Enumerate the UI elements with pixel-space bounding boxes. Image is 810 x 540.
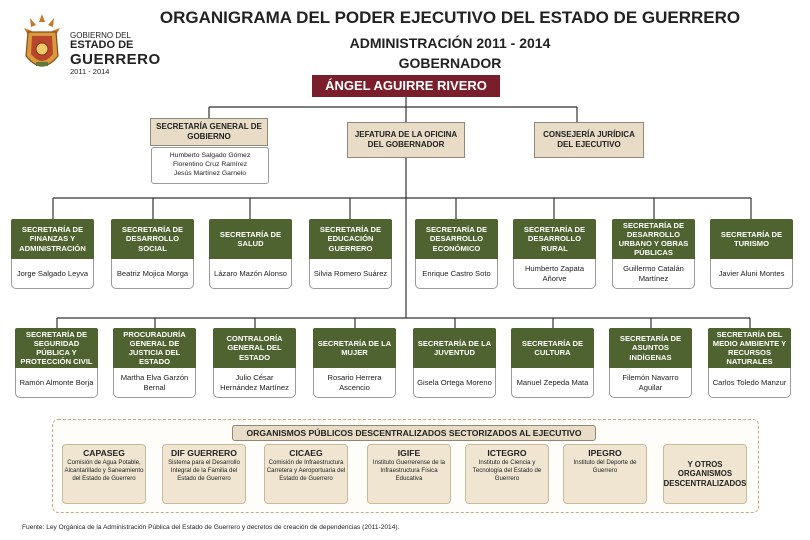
organismo-card <box>465 444 549 504</box>
secretaria-holder: Carlos Toledo Manzur <box>708 368 791 398</box>
secretaria-card <box>415 219 498 289</box>
page-title: ORGANIGRAMA DEL PODER EJECUTIVO DEL ESTADO DE GUERRERO <box>159 8 741 27</box>
organismo-description: Comisión de Infraestructura Carretera y Aeroportuaria del Estado de Guerrero <box>266 459 346 482</box>
secretaria-general-names <box>151 147 269 184</box>
secretaria-holder: Enrique Castro Soto <box>415 259 498 289</box>
secretaria-card <box>15 328 98 398</box>
organismo-card <box>62 444 146 504</box>
secretaria-title: SECRETARÍA DE DESARROLLO ECONÓMICO <box>415 219 498 259</box>
secretaria-holder: Javier Aluni Montes <box>710 259 793 289</box>
secretaria-card <box>511 328 594 398</box>
organismo-description: Comisión de Agua Potable, Alcantarillado y Saneamiento del Estado de Guerrero <box>64 459 144 482</box>
secretaria-title: SECRETARÍA DEL MEDIO AMBIENTE Y RECURSOS NATURALES <box>708 328 791 368</box>
secretaria-card <box>513 219 596 289</box>
secretaria-general-name-1: Humberto Salgado Gómez <box>169 152 251 160</box>
organismo-card <box>264 444 348 504</box>
coat-of-arms-logo <box>20 12 64 78</box>
administration-period: ADMINISTRACIÓN 2011 - 2014 <box>349 35 551 51</box>
secretaria-title: SECRETARÍA DE EDUCACIÓN GUERRERO <box>309 219 392 259</box>
government-logo-text <box>70 32 161 76</box>
secretaria-card <box>413 328 496 398</box>
organismo-description: Instituto del Deporte de Guerrero <box>573 459 637 475</box>
secretaria-holder: Beatriz Mojica Morga <box>111 259 194 289</box>
organismo-name: CAPASEG <box>83 448 125 458</box>
secretaria-title: SECRETARÍA DE LA JUVENTUD <box>413 328 496 368</box>
organismo-name: CICAEG <box>289 448 323 458</box>
organismo-card <box>162 444 246 504</box>
organismo-name: Y OTROS ORGANISMOS DESCENTRALIZADOS <box>663 459 747 488</box>
governor-label: GOBERNADOR <box>398 55 502 71</box>
secretaria-card <box>612 219 695 289</box>
logo-line-3: GUERRERO <box>70 50 161 68</box>
source-footnote: Fuente: Ley Orgánica de la Administración Pública del Estado de Guerrero y decretos de creación de dependencias (2011-2014). <box>22 524 400 531</box>
secretaria-title: SECRETARÍA DE DESARROLLO URBANO Y OBRAS PÚBLICAS <box>612 219 695 259</box>
secretaria-title: SECRETARÍA DE CULTURA <box>511 328 594 368</box>
organismo-name: ICTEGRO <box>487 448 527 458</box>
secretaria-holder: Gisela Ortega Moreno <box>413 368 496 398</box>
secretaria-holder: Lázaro Mazón Alonso <box>209 259 292 289</box>
organismo-card <box>563 444 647 504</box>
organismo-card-others <box>663 444 747 504</box>
organismo-name: IPEGRO <box>588 448 622 458</box>
secretaria-holder: Rosario Herrera Ascencio <box>313 368 396 398</box>
secretaria-holder: Jorge Salgado Leyva <box>11 259 94 289</box>
secretaria-card <box>111 219 194 289</box>
secretaria-general-box: SECRETARÍA GENERAL DE GOBIERNO <box>150 118 268 146</box>
organismo-name: IGIFE <box>397 448 421 458</box>
secretaria-holder: Filemón Navarro Aguilar <box>609 368 692 398</box>
governor-name-box: ÁNGEL AGUIRRE RIVERO <box>312 75 500 97</box>
secretaria-title: SECRETARÍA DE SEGURIDAD PÚBLICA Y PROTECCIÓN CIVIL <box>15 328 98 368</box>
secretaria-general-name-2: Florentino Cruz Ramírez <box>172 161 248 169</box>
secretaria-holder: Ramón Almonte Borja <box>15 368 98 398</box>
secretaria-card <box>11 219 94 289</box>
secretaria-card <box>113 328 196 398</box>
secretaria-title: PROCURADURÍA GENERAL DE JUSTICIA DEL ESTADO <box>113 328 196 368</box>
secretaria-holder: Silvia Romero Suárez <box>309 259 392 289</box>
secretaria-card <box>710 219 793 289</box>
secretaria-card <box>309 219 392 289</box>
secretaria-title: SECRETARÍA DE DESARROLLO SOCIAL <box>111 219 194 259</box>
secretaria-card <box>209 219 292 289</box>
secretaria-title: SECRETARÍA DE TURISMO <box>710 219 793 259</box>
logo-line-2: ESTADO DE <box>70 39 134 52</box>
secretaria-holder: Julio César Hernández Martínez <box>213 368 296 398</box>
organismo-description: Instituto Guerrerense de la Infraestructura Física Educativa <box>372 459 446 482</box>
secretaria-title: SECRETARÍA DE LA MUJER <box>313 328 396 368</box>
logo-line-1: GOBIERNO DEL <box>70 31 131 40</box>
secretaria-general-name-3: Jesús Martínez Garnelo <box>173 169 247 177</box>
secretaria-holder: Guillermo Catalán Martínez <box>612 259 695 289</box>
organismo-description: Sistema para el Desarrollo Integral de la Familia del Estado de Guerrero <box>168 459 240 482</box>
secretaria-holder: Humberto Zapata Añorve <box>513 259 596 289</box>
jefatura-oficina-box: JEFATURA DE LA OFICINA DEL GOBERNADOR <box>347 122 465 158</box>
organismo-description: Instituto de Ciencia y Tecnología del Estado de Guerrero <box>472 459 542 482</box>
secretaria-title: SECRETARÍA DE FINANZAS Y ADMINISTRACIÓN <box>11 219 94 259</box>
logo-line-4: 2011 - 2014 <box>70 66 110 76</box>
organismo-name: DIF GUERRERO <box>171 448 237 458</box>
secretaria-card <box>708 328 791 398</box>
secretaria-card <box>213 328 296 398</box>
secretaria-title: SECRETARÍA DE ASUNTOS INDÍGENAS <box>609 328 692 368</box>
secretaria-title: SECRETARÍA DE SALUD <box>209 219 292 259</box>
secretaria-card <box>609 328 692 398</box>
secretaria-title: CONTRALORÍA GENERAL DEL ESTADO <box>213 328 296 368</box>
organismos-title: ORGANISMOS PÚBLICOS DESCENTRALIZADOS SECTORIZADOS AL EJECUTIVO <box>232 425 596 441</box>
organismo-card <box>367 444 451 504</box>
secretaria-holder: Manuel Zepeda Mata <box>511 368 594 398</box>
secretaria-card <box>313 328 396 398</box>
consejeria-juridica-box: CONSEJERÍA JURÍDICA DEL EJECUTIVO <box>534 122 644 158</box>
secretaria-title: SECRETARÍA DE DESARROLLO RURAL <box>513 219 596 259</box>
secretaria-holder: Martha Elva Garzón Bernal <box>113 368 196 398</box>
